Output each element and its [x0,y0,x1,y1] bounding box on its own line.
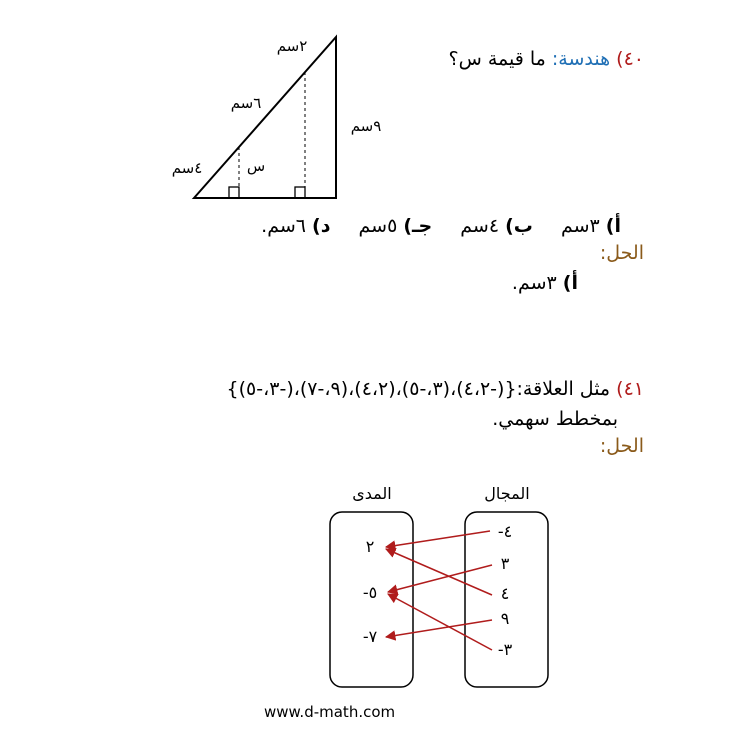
range-value: ٢ [365,537,375,556]
option-c-text: ٥سم [358,215,398,237]
q40-options [261,215,621,237]
q41-solution-label: الحل: [599,435,644,457]
domain-title: المجال [484,484,530,503]
domain-value: -٤ [497,522,513,541]
option-b-text: ٤سم [460,215,500,237]
q40-triangle-figure [150,25,410,215]
answer-letter: أ) [562,272,578,294]
q40-number: ٤٠) [616,48,644,70]
option-a-text: ٣سم [560,215,600,237]
label-side-right: ٩سم [350,117,382,135]
option-d-letter: د) [312,215,331,237]
footer-website: www.d-math.com [264,703,396,721]
q40-question: ما قيمة س؟ [448,48,546,70]
option-b-letter: ب) [505,215,533,237]
label-unknown: س [246,157,266,175]
label-side-upper: ٦سم [230,94,262,112]
domain-value: ٤ [500,584,510,603]
range-value: -٥ [362,583,378,602]
option-a-letter: أ) [605,215,621,237]
option-d-text: ٦سم. [261,215,306,237]
label-side-top: ٢سم [276,37,308,55]
mapping-arrow [386,531,490,547]
label-side-lower: ٤سم [171,159,203,177]
domain-value: -٣ [497,640,513,659]
answer-text: ٣سم. [511,272,557,294]
right-angle-marker-large [295,187,305,198]
q40-topic: هندسة: [551,48,611,70]
q40-answer [512,272,578,294]
domain-value: ٩ [500,609,510,628]
option-c-letter: جـ) [403,215,433,237]
q41-line1 [227,378,644,400]
right-angle-marker-small [229,187,239,198]
q41-number: ٤١) [616,378,644,400]
q41-arrow-diagram [320,475,560,695]
mapping-arrow [386,620,492,637]
q40-header [449,48,644,70]
domain-value: ٣ [500,554,510,573]
q41-text: مثل العلاقة:{(-٤،٢)،(٣،-٥)،(٤،٢)،(٩،-٧)،(-٣،-٥)} [226,378,611,400]
range-value: -٧ [362,627,378,646]
range-title: المدى [352,484,392,503]
q40-solution-label: الحل: [599,242,644,264]
q41-line2: بمخطط سهمي. [492,408,618,430]
